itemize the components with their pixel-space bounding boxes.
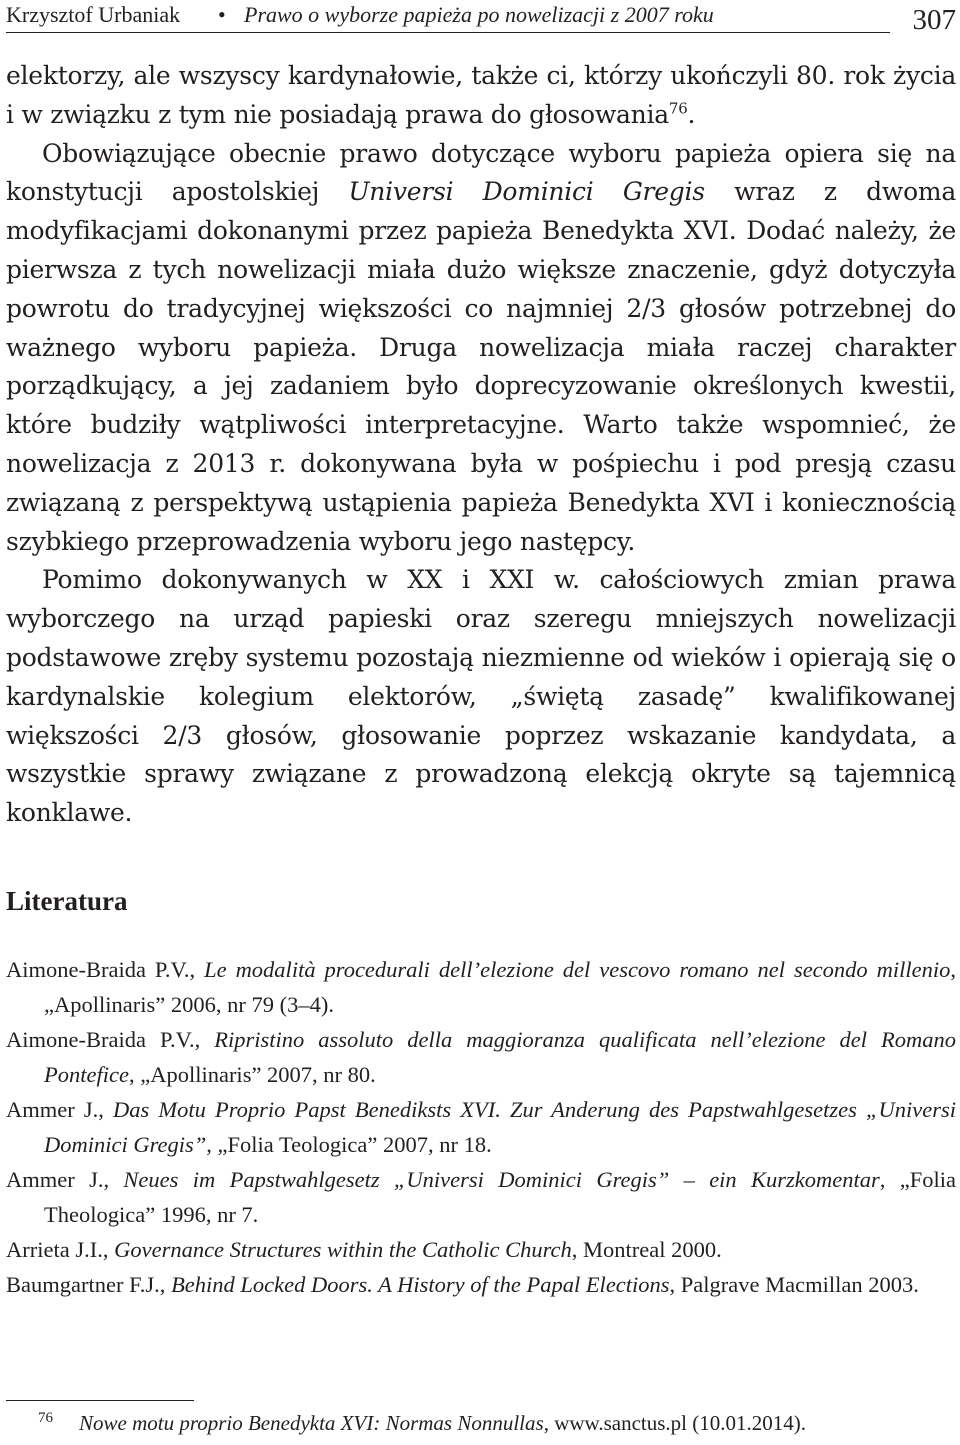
paragraph-1 [6,57,956,135]
header-title: Prawo o wyborze papieża po nowelizacji z 2007 roku [244,2,714,27]
ref-rest: , „Folia Theologica” 1996, nr 7. [44,1167,956,1227]
ref-title: Neues im Papstwahlgesetz „Universi Dominici Gregis” – ein Kurzkomentar [123,1167,880,1192]
ref-author: Aimone-Braida P.V., [6,957,205,982]
ref-title: Le modalità procedurali dell’elezione del vescovo romano nel secondo millenio [204,957,951,982]
footnote-text: , www.sanctus.pl (10.01.2014). [543,1411,806,1435]
ref-author: Baumgartner F.J., [6,1272,172,1297]
ref-author: Ammer J., [6,1167,124,1192]
footnote-italic: Nowe motu proprio Benedykta XVI: Normas Nonnullas [79,1411,544,1435]
ref-rest: , Montreal 2000. [571,1237,722,1262]
reference-item [6,952,956,1022]
header-author: Krzysztof Urbaniak [6,2,181,27]
ref-rest: , Palgrave Macmillan 2003. [669,1272,919,1297]
paragraph-2-text-a: Obowiązujące obecnie prawo dotyczące wyboru papieża opiera się na konstytucji apostolskiej [6,138,956,207]
paragraph-2-italic: Universi Dominici Gregis [348,177,705,207]
ref-rest: , „Apollinaris” 2006, nr 79 (3–4). [44,957,956,1017]
paragraph-3: Pomimo dokonywanych w XX i XXI w. całościowych zmian prawa wyborczego na urząd papieski oraz szeregu mniejszych nowelizacji podstawowe zręby systemu pozostają niezmienne od wieków i opierają się o kardynalskie kolegium elektorów, „świętą zasadę” kwalifikowanej większości 2/3 głosów, głosowanie poprzez wskazanie kandydata, a wszystkie sprawy związane z prowadzoną elekcją okryte są tajemnicą konklawe. [6,565,956,828]
ref-rest: , „Folia Teologica” 2007, nr 18. [206,1132,492,1157]
ref-author: Arrieta J.I., [6,1237,115,1262]
footnote-number: 76 [38,1410,53,1426]
reference-item [6,1092,956,1162]
header-separator: • [218,2,226,27]
reference-item [6,1162,956,1232]
ref-author: Aimone-Braida P.V., [6,1027,215,1052]
body-text [6,57,956,833]
header-rule [6,32,890,33]
footnote-rule [6,1400,194,1401]
paragraph-2-text-b: wraz z dwoma modyfikacjami dokonanymi przez papieża Benedykta XVI. Dodać należy, że pierwsza z tych nowelizacji miała dużo większe znaczenie, gdyż dotyczyła powrotu do tradycyjnej większości co najmniej 2/3 głosów potrzebnej do ważnego wyboru papieża. Druga nowelizacja miała raczej charakter porządkujący, a jej zadaniem było doprecyzowanie określonych kwestii, które budziły wątpliwości interpretacyjne. Warto także wspomnieć, że nowelizacja z 2013 r. dokonywana była w pośpiechu i pod presją czasu związaną z perspektywą ustąpienia papieża Benedykta XVI i koniecznością szybkiego przeprowadzenia wyboru jego następcy. [6,177,956,556]
reference-item [6,1022,956,1092]
footnote-76 [38,1405,958,1441]
running-header [6,2,956,42]
paragraph-1-end: . [687,99,696,129]
ref-title: Ripristino assoluto della maggioranza qualificata nell’elezione del Romano Pontefice [44,1027,956,1087]
footnote-ref-76[interactable]: 76 [668,99,688,118]
page-number: 307 [912,4,956,36]
literature-heading: Literatura [6,886,128,916]
ref-rest: , „Apollinaris” 2007, nr 80. [128,1062,376,1087]
ref-author: Ammer J., [6,1097,113,1122]
reference-item [6,1267,956,1302]
paragraph-2 [6,135,956,562]
reference-item [6,1232,956,1267]
reference-list [6,952,956,1302]
ref-title: Das Motu Proprio Papst Benediksts XVI. Zur Anderung des Papstwahlgesetzes „Universi Dominici Gregis” [44,1097,956,1157]
ref-title: Governance Structures within the Catholic Church [114,1237,572,1262]
ref-title: Behind Locked Doors. A History of the Papal Elections [171,1272,670,1297]
paragraph-1-text: elektorzy, ale wszyscy kardynałowie, także ci, którzy ukończyli 80. rok życia i w związku z tym nie posiadają prawa do głosowania [6,61,956,129]
